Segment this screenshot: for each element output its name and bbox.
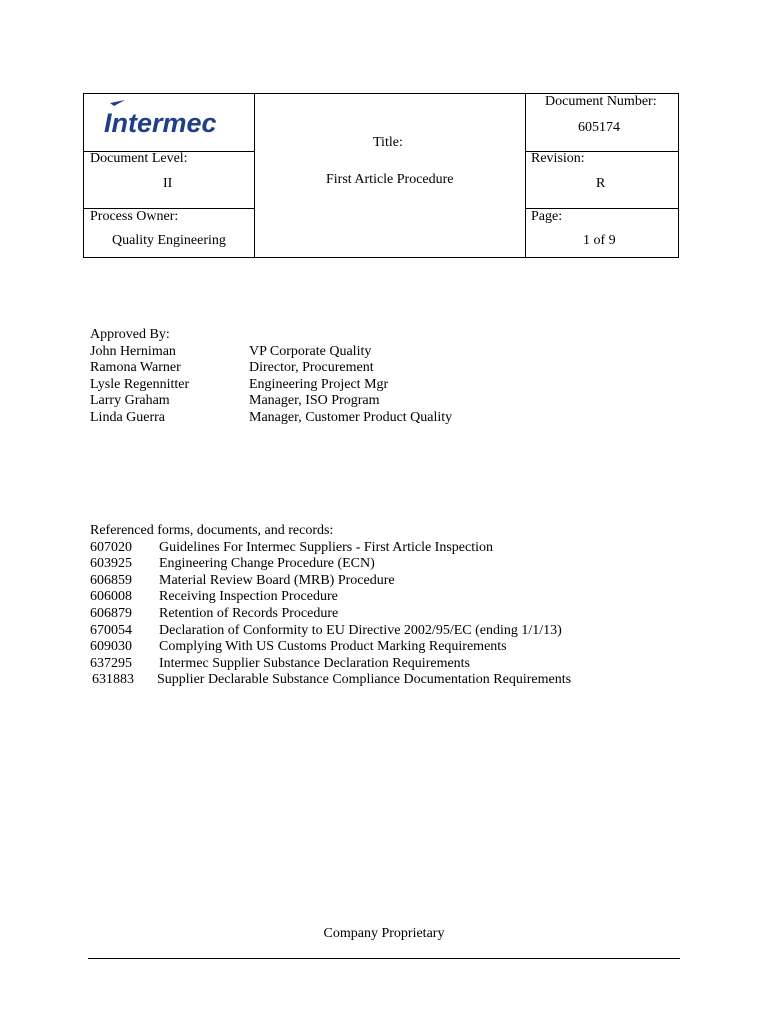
reference-row: [90, 606, 690, 623]
approvals-section: [90, 327, 650, 427]
page-label: Page:: [531, 209, 563, 224]
reference-row: [90, 639, 690, 656]
reference-number: 637295: [90, 655, 132, 671]
reference-title: Retention of Records Procedure: [159, 605, 339, 621]
approver-role: Engineering Project Mgr: [249, 376, 389, 392]
reference-number: 606008: [90, 589, 132, 605]
reference-number: 631883: [92, 672, 134, 688]
reference-row: [90, 623, 690, 640]
page-value: 1 of 9: [583, 233, 616, 248]
approval-row: [90, 393, 650, 410]
reference-row: [90, 589, 690, 606]
reference-row: [90, 556, 690, 573]
header-table: [83, 93, 679, 258]
doc-level-label: Document Level:: [90, 151, 188, 166]
title-value: First Article Procedure: [326, 172, 454, 187]
approver-role: VP Corporate Quality: [249, 343, 372, 359]
reference-row: [90, 573, 690, 590]
table-divider: [254, 94, 255, 257]
approval-row: [90, 344, 650, 361]
approval-row: [90, 360, 650, 377]
reference-number: 603925: [90, 556, 132, 572]
approvals-heading: Approved By:: [90, 327, 170, 342]
footer-rule: [88, 958, 680, 959]
reference-row: [90, 540, 690, 557]
reference-title: Supplier Declarable Substance Compliance Documentation Requirements: [157, 672, 572, 688]
footer-text: Company Proprietary: [323, 926, 445, 941]
approver-name: Ramona Warner: [90, 360, 181, 376]
reference-title: Guidelines For Intermec Suppliers - First Article Inspection: [159, 539, 493, 555]
process-owner-value: Quality Engineering: [112, 233, 226, 248]
reference-title: Declaration of Conformity to EU Directive 2002/95/EC (ending 1/1/13): [159, 622, 562, 638]
approver-role: Manager, Customer Product Quality: [249, 409, 453, 425]
intermec-logo: [96, 96, 246, 146]
reference-number: 670054: [90, 622, 132, 638]
doc-level-value: II: [163, 176, 173, 191]
reference-title: Material Review Board (MRB) Procedure: [159, 572, 395, 588]
approver-role: Manager, ISO Program: [249, 393, 380, 409]
approver-name: Lysle Regennitter: [90, 376, 190, 392]
reference-row: [90, 656, 690, 673]
reference-title: Receiving Inspection Procedure: [159, 589, 338, 605]
approval-row: [90, 410, 650, 427]
approver-name: Linda Guerra: [90, 409, 166, 425]
revision-label: Revision:: [531, 151, 585, 166]
table-divider: [525, 94, 526, 257]
approver-name: Larry Graham: [90, 393, 170, 409]
reference-row: [90, 672, 690, 689]
revision-value: R: [596, 176, 606, 191]
logo-wordmark: Intermec: [104, 108, 217, 138]
references-heading: Referenced forms, documents, and records:: [90, 523, 334, 538]
doc-number-label: Document Number:: [545, 94, 657, 109]
title-label: Title:: [373, 135, 403, 150]
reference-number: 606879: [90, 605, 132, 621]
reference-number: 607020: [90, 539, 132, 555]
reference-number: 606859: [90, 572, 132, 588]
reference-title: Complying With US Customs Product Marking Requirements: [159, 639, 507, 655]
reference-title: Intermec Supplier Substance Declaration Requirements: [159, 655, 471, 671]
doc-number-value: 605174: [578, 120, 620, 135]
references-section: [90, 523, 690, 689]
reference-title: Engineering Change Procedure (ECN): [159, 556, 375, 572]
approval-row: [90, 377, 650, 394]
approver-name: John Herniman: [90, 343, 176, 359]
approver-role: Director, Procurement: [249, 360, 374, 376]
reference-number: 609030: [90, 639, 132, 655]
process-owner-label: Process Owner:: [90, 209, 179, 224]
